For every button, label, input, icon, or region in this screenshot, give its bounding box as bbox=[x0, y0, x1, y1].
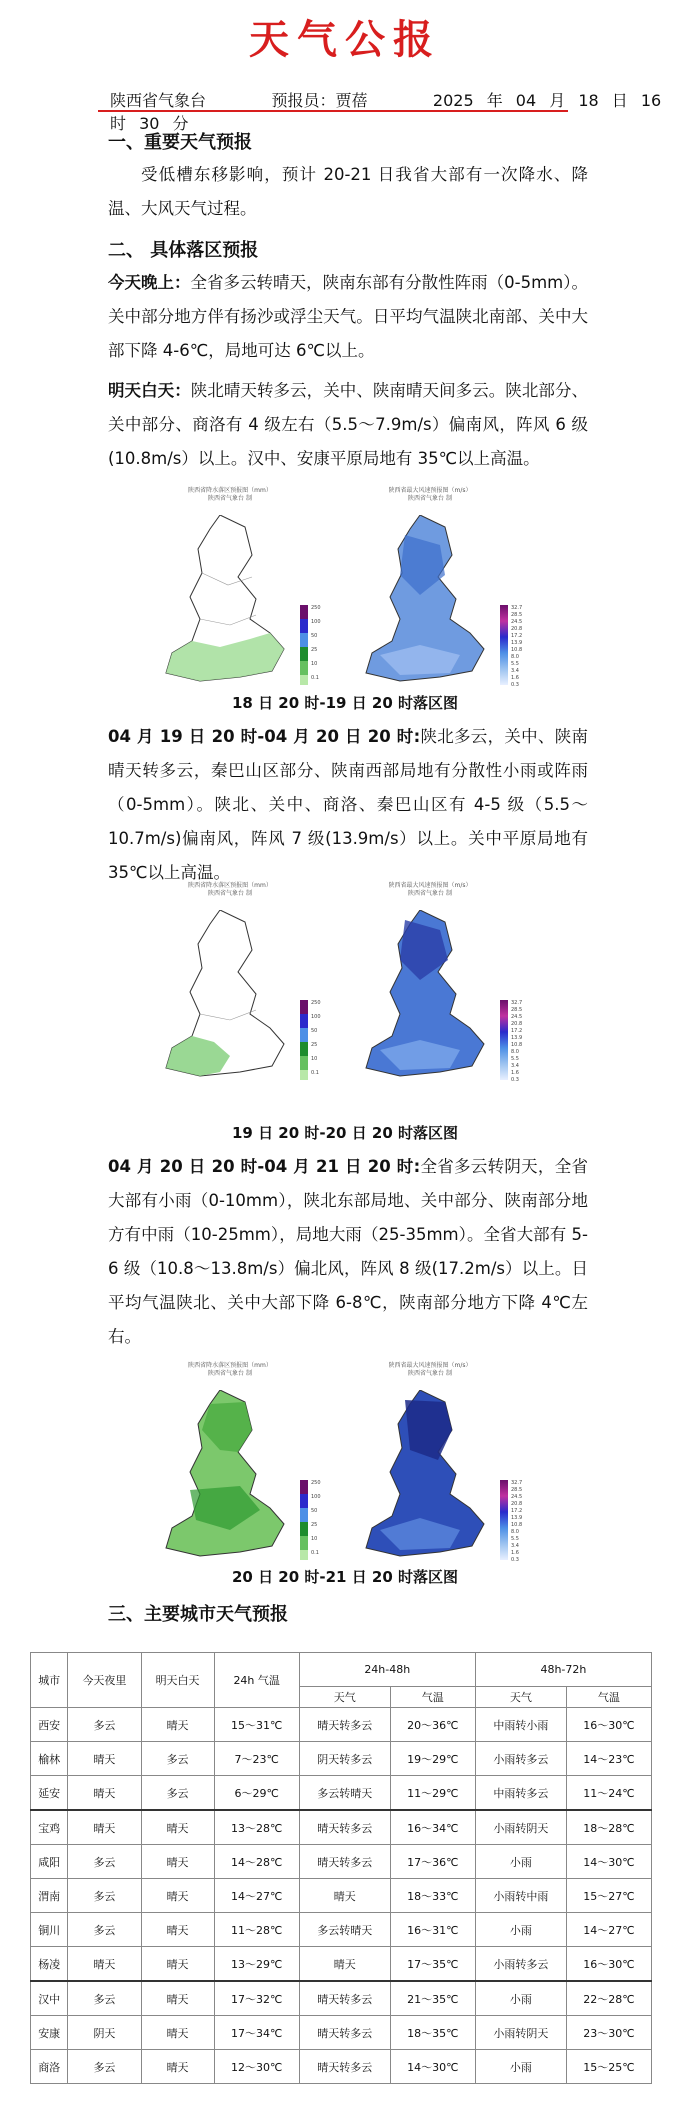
rain-legend: 250 100 50 25 10 0.1 bbox=[300, 1000, 330, 1080]
table-cell: 宝鸡 bbox=[31, 1810, 68, 1845]
table-cell: 14～30℃ bbox=[390, 2050, 475, 2084]
table-cell: 杨凌 bbox=[31, 1947, 68, 1982]
table-cell: 多云 bbox=[141, 1742, 214, 1776]
table-cell: 榆林 bbox=[31, 1742, 68, 1776]
table-cell: 14～28℃ bbox=[214, 1845, 299, 1879]
table-cell: 15～25℃ bbox=[566, 2050, 651, 2084]
table-cell: 小雨转阴天 bbox=[475, 1810, 566, 1845]
header-divider bbox=[98, 110, 568, 112]
table-cell: 小雨转多云 bbox=[475, 1742, 566, 1776]
rain-map bbox=[150, 880, 340, 1080]
wind-map bbox=[350, 880, 540, 1083]
table-cell: 13～28℃ bbox=[214, 1810, 299, 1845]
table-cell: 14～30℃ bbox=[566, 1845, 651, 1879]
table-cell: 15～27℃ bbox=[566, 1879, 651, 1913]
table-cell: 晴天 bbox=[141, 1879, 214, 1913]
wind-map-title: 陕西省最大风速预报图（m/s） 陕西省气象台 制 bbox=[388, 1362, 472, 1377]
col-tonight: 今天夜里 bbox=[68, 1653, 141, 1708]
table-row bbox=[31, 1981, 652, 2016]
table-cell: 16～30℃ bbox=[566, 1947, 651, 1982]
issue-time: 2025 年 04 月 18 日 16 时 30 分 bbox=[110, 91, 662, 133]
table-cell: 多云 bbox=[68, 1879, 141, 1913]
table-cell: 晴天转多云 bbox=[299, 1708, 390, 1742]
table-cell: 多云转晴天 bbox=[299, 1776, 390, 1811]
period2-forecast bbox=[108, 720, 588, 890]
tonight-forecast bbox=[108, 266, 588, 368]
rain-legend: 250 100 50 25 10 0.1 bbox=[300, 605, 330, 685]
table-cell: 12～30℃ bbox=[214, 2050, 299, 2084]
map-set-2 bbox=[150, 880, 550, 1083]
table-cell: 11～29℃ bbox=[390, 1776, 475, 1811]
table-cell: 18～35℃ bbox=[390, 2016, 475, 2050]
table-row bbox=[31, 1742, 652, 1776]
table-cell: 晴天转多云 bbox=[299, 1810, 390, 1845]
table-cell: 14～27℃ bbox=[214, 1879, 299, 1913]
table-cell: 咸阳 bbox=[31, 1845, 68, 1879]
city-forecast-table bbox=[30, 1652, 652, 2084]
table-row bbox=[31, 1776, 652, 1811]
table-cell: 商洛 bbox=[31, 2050, 68, 2084]
table-cell: 小雨转多云 bbox=[475, 1947, 566, 1982]
wind-legend: 32.7 28.5 24.5 20.8 17.2 13.9 10.8 8.0 5.5 3.4 1.6 0.3 bbox=[500, 1480, 530, 1560]
col-48h-temp: 气温 bbox=[390, 1687, 475, 1708]
table-cell: 多云 bbox=[68, 2050, 141, 2084]
table-cell: 7～23℃ bbox=[214, 1742, 299, 1776]
table-cell: 16～34℃ bbox=[390, 1810, 475, 1845]
table-cell: 多云 bbox=[141, 1776, 214, 1811]
rain-map-title: 陕西省降水落区预报图（mm） 陕西省气象台 制 bbox=[188, 882, 272, 897]
table-cell: 18～33℃ bbox=[390, 1879, 475, 1913]
table-cell: 23～30℃ bbox=[566, 2016, 651, 2050]
section1-heading: 一、重要天气预报 bbox=[108, 132, 252, 153]
table-cell: 17～32℃ bbox=[214, 1981, 299, 2016]
table-cell: 20～36℃ bbox=[390, 1708, 475, 1742]
period3-forecast bbox=[108, 1150, 588, 1354]
table-cell: 安康 bbox=[31, 2016, 68, 2050]
map-caption-1: 18 日 20 时-19 日 20 时落区图 bbox=[231, 694, 459, 712]
table-cell: 晴天 bbox=[141, 1845, 214, 1879]
col-72h-temp: 气温 bbox=[566, 1687, 651, 1708]
table-cell: 11～24℃ bbox=[566, 1776, 651, 1811]
table-cell: 16～31℃ bbox=[390, 1913, 475, 1947]
table-cell: 多云转晴天 bbox=[299, 1913, 390, 1947]
table-cell: 多云 bbox=[68, 1981, 141, 2016]
shaanxi-wind-map-2 bbox=[360, 910, 490, 1080]
table-cell: 17～35℃ bbox=[390, 1947, 475, 1982]
table-cell: 晴天转多云 bbox=[299, 2050, 390, 2084]
col-group-72h: 48h-72h bbox=[475, 1653, 651, 1687]
col-48h-weather: 天气 bbox=[299, 1687, 390, 1708]
table-cell: 晴天转多云 bbox=[299, 1981, 390, 2016]
shaanxi-rain-map-3 bbox=[160, 1390, 290, 1560]
table-cell: 17～36℃ bbox=[390, 1845, 475, 1879]
map-set-3 bbox=[150, 1360, 550, 1563]
table-row bbox=[31, 1913, 652, 1947]
table-cell: 晴天 bbox=[141, 1981, 214, 2016]
wind-map bbox=[350, 1360, 540, 1563]
wind-map-title: 陕西省最大风速预报图（m/s） 陕西省气象台 制 bbox=[388, 882, 472, 897]
shaanxi-rain-map-1 bbox=[160, 515, 290, 685]
table-cell: 晴天转多云 bbox=[299, 1845, 390, 1879]
rain-map bbox=[150, 1360, 340, 1560]
col-tomorrow: 明天白天 bbox=[141, 1653, 214, 1708]
issuer-org: 陕西省气象台 bbox=[110, 91, 207, 110]
rain-legend: 250 100 50 25 10 0.1 bbox=[300, 1480, 330, 1560]
table-row bbox=[31, 2050, 652, 2084]
table-cell: 多云 bbox=[68, 1913, 141, 1947]
issuer-forecaster: 预报员：贾蓓 bbox=[271, 91, 368, 110]
table-cell: 晴天 bbox=[68, 1776, 141, 1811]
section3-heading: 三、主要城市天气预报 bbox=[108, 1604, 288, 1625]
map-caption-3: 20 日 20 时-21 日 20 时落区图 bbox=[231, 1568, 459, 1586]
table-cell: 中雨转小雨 bbox=[475, 1708, 566, 1742]
table-cell: 14～27℃ bbox=[566, 1913, 651, 1947]
period3-text: 全省多云转阴天，全省大部有小雨（0-10mm），陕北东部局地、关中部分、陕南部分地方有中雨（10-25mm），局地大雨（25-35mm）。全省大部有 5-6 级（10.8～13.8m/s）偏北风，阵风 8 级(17.2m/s）以上。日平均气温陕北、关中大部下降 6-8℃，陕南部分地方下降 4℃左右。 bbox=[108, 1157, 588, 1346]
table-cell: 晴天 bbox=[141, 2050, 214, 2084]
table-cell: 晴天 bbox=[141, 1913, 214, 1947]
table-cell: 6～29℃ bbox=[214, 1776, 299, 1811]
map-caption-2: 19 日 20 时-20 日 20 时落区图 bbox=[231, 1124, 459, 1142]
shaanxi-rain-map-2 bbox=[160, 910, 290, 1080]
period3-lead: 04 月 20 日 20 时-04 月 21 日 20 时: bbox=[108, 1157, 421, 1176]
tomorrow-lead: 明天白天： bbox=[108, 381, 191, 400]
table-cell: 阴天转多云 bbox=[299, 1742, 390, 1776]
col-group-48h: 24h-48h bbox=[299, 1653, 475, 1687]
rain-map-title: 陕西省降水落区预报图（mm） 陕西省气象台 制 bbox=[188, 487, 272, 502]
wind-map bbox=[350, 485, 540, 688]
table-cell: 小雨 bbox=[475, 2050, 566, 2084]
table-cell: 晴天 bbox=[141, 1810, 214, 1845]
col-temp24: 24h 气温 bbox=[214, 1653, 299, 1708]
shaanxi-wind-map-1 bbox=[360, 515, 490, 685]
table-row bbox=[31, 2016, 652, 2050]
col-city: 城市 bbox=[31, 1653, 68, 1708]
shaanxi-wind-map-3 bbox=[360, 1390, 490, 1560]
table-cell: 18～28℃ bbox=[566, 1810, 651, 1845]
table-cell: 21～35℃ bbox=[390, 1981, 475, 2016]
table-cell: 铜川 bbox=[31, 1913, 68, 1947]
table-cell: 小雨 bbox=[475, 1913, 566, 1947]
table-body bbox=[31, 1708, 652, 2084]
table-cell: 多云 bbox=[68, 1708, 141, 1742]
table-cell: 晴天 bbox=[299, 1947, 390, 1982]
page-title: 天气公报 bbox=[249, 17, 441, 63]
table-cell: 晴天转多云 bbox=[299, 2016, 390, 2050]
table-cell: 渭南 bbox=[31, 1879, 68, 1913]
wind-legend: 32.7 28.5 24.5 20.8 17.2 13.9 10.8 8.0 5.5 3.4 1.6 0.3 bbox=[500, 1000, 530, 1080]
tonight-text: 全省多云转晴天，陕南东部有分散性阵雨（0-5mm）。关中部分地方伴有扬沙或浮尘天气。日平均气温陕北南部、关中大部下降 4-6℃，局地可达 6℃以上。 bbox=[108, 273, 588, 360]
table-cell: 15～31℃ bbox=[214, 1708, 299, 1742]
table-cell: 晴天 bbox=[141, 2016, 214, 2050]
tomorrow-forecast bbox=[108, 374, 588, 476]
map-set-1 bbox=[150, 485, 550, 688]
table-cell: 小雨转中雨 bbox=[475, 1879, 566, 1913]
table-row bbox=[31, 1845, 652, 1879]
table-cell: 晴天 bbox=[299, 1879, 390, 1913]
table-cell: 延安 bbox=[31, 1776, 68, 1811]
tomorrow-text: 陕北晴天转多云，关中、陕南晴天间多云。陕北部分、关中部分、商洛有 4 级左右（5.5～7.9m/s）偏南风，阵风 6 级(10.8m/s）以上。汉中、安康平原局地有 35℃以上高温。 bbox=[108, 381, 589, 468]
rain-map bbox=[150, 485, 340, 685]
table-row bbox=[31, 1947, 652, 1982]
tonight-lead: 今天晚上： bbox=[108, 273, 191, 292]
wind-legend: 32.7 28.5 24.5 20.8 17.2 13.9 10.8 8.0 5.5 3.4 1.6 0.3 bbox=[500, 605, 530, 685]
table-cell: 19～29℃ bbox=[390, 1742, 475, 1776]
table-cell: 西安 bbox=[31, 1708, 68, 1742]
section1-text: 受低槽东移影响，预计 20-21 日我省大部有一次降水、降温、大风天气过程。 bbox=[108, 165, 588, 218]
table-cell: 晴天 bbox=[68, 1810, 141, 1845]
table-cell: 中雨转多云 bbox=[475, 1776, 566, 1811]
rain-map-title: 陕西省降水落区预报图（mm） 陕西省气象台 制 bbox=[188, 1362, 272, 1377]
table-cell: 小雨转阴天 bbox=[475, 2016, 566, 2050]
table-cell: 汉中 bbox=[31, 1981, 68, 2016]
section2-heading: 二、 具体落区预报 bbox=[108, 240, 259, 261]
table-cell: 16～30℃ bbox=[566, 1708, 651, 1742]
col-72h-weather: 天气 bbox=[475, 1687, 566, 1708]
table-cell: 11～28℃ bbox=[214, 1913, 299, 1947]
table-row bbox=[31, 1879, 652, 1913]
table-cell: 14～23℃ bbox=[566, 1742, 651, 1776]
table-cell: 17～34℃ bbox=[214, 2016, 299, 2050]
wind-map-title: 陕西省最大风速预报图（m/s） 陕西省气象台 制 bbox=[388, 487, 472, 502]
table-cell: 小雨 bbox=[475, 1845, 566, 1879]
period2-text: 陕北多云，关中、陕南晴天转多云，秦巴山区部分、陕南西部局地有分散性小雨或阵雨（0-5mm）。陕北、关中、商洛、秦巴山区有 4-5 级（5.5～10.7m/s)偏南风，阵风 7 级(13.9m/s）以上。关中平原局地有 35℃以上高温。 bbox=[108, 727, 588, 882]
table-cell: 22～28℃ bbox=[566, 1981, 651, 2016]
table-cell: 阴天 bbox=[68, 2016, 141, 2050]
table-cell: 晴天 bbox=[141, 1947, 214, 1982]
table-cell: 小雨 bbox=[475, 1981, 566, 2016]
table-row bbox=[31, 1810, 652, 1845]
table-cell: 晴天 bbox=[68, 1947, 141, 1982]
table-cell: 多云 bbox=[68, 1845, 141, 1879]
table-cell: 13～29℃ bbox=[214, 1947, 299, 1982]
table-row bbox=[31, 1708, 652, 1742]
period2-lead: 04 月 19 日 20 时-04 月 20 日 20 时: bbox=[108, 727, 421, 746]
table-cell: 晴天 bbox=[68, 1742, 141, 1776]
table-cell: 晴天 bbox=[141, 1708, 214, 1742]
